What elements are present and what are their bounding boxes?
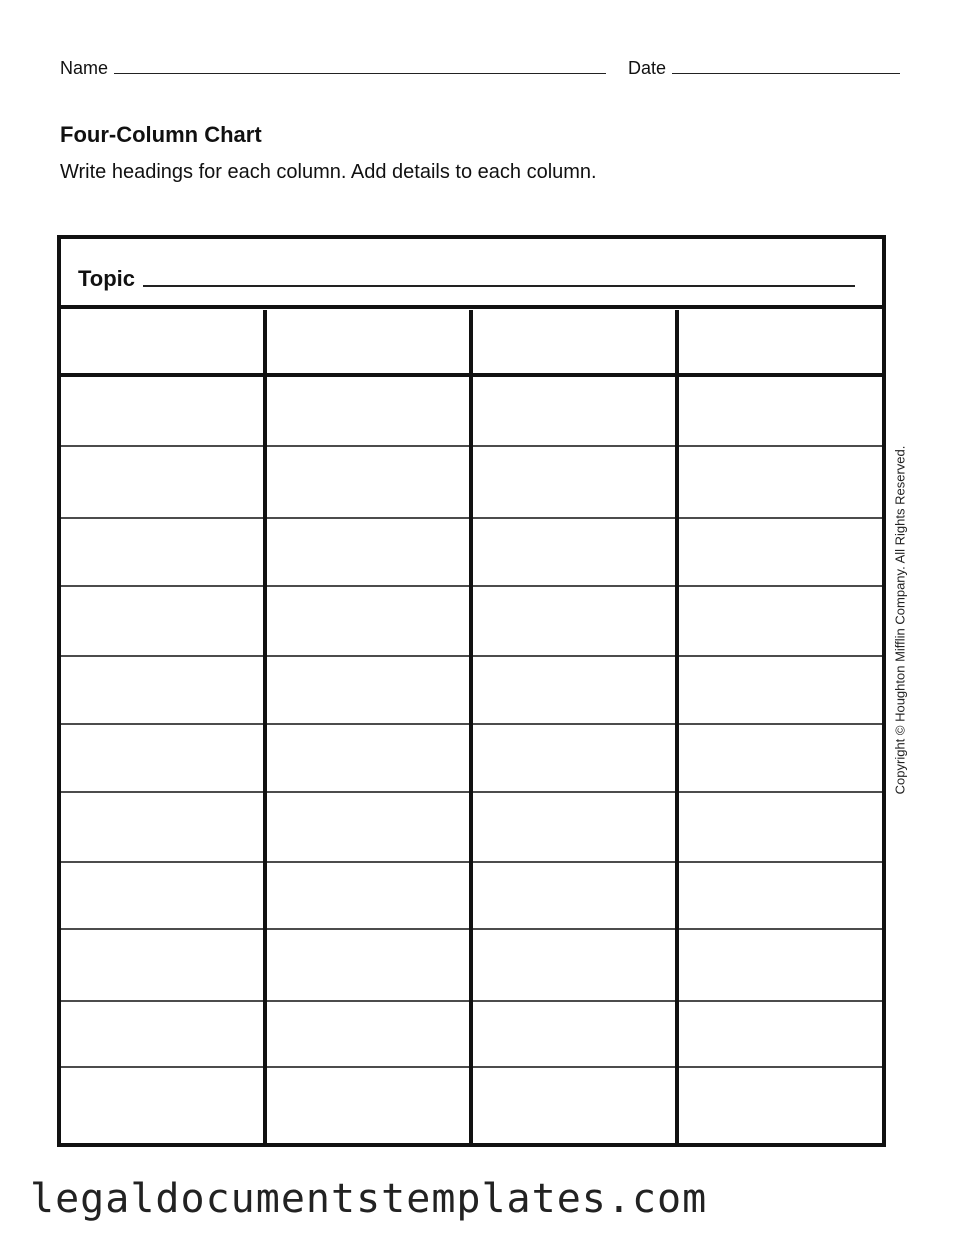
detail-cell[interactable] (680, 589, 881, 653)
detail-cell[interactable] (680, 378, 881, 443)
watermark-text: legaldocumentstemplates.com (30, 1176, 708, 1222)
detail-cell[interactable] (680, 932, 881, 998)
topic-line[interactable] (143, 285, 855, 287)
detail-cell[interactable] (680, 795, 881, 859)
instructions-text: Write headings for each column. Add details to each column. (60, 161, 597, 183)
detail-cell[interactable] (474, 1004, 674, 1064)
detail-cell[interactable] (474, 589, 674, 653)
detail-cell[interactable] (268, 449, 468, 515)
detail-cell[interactable] (474, 378, 674, 443)
detail-cell[interactable] (474, 932, 674, 998)
detail-cell[interactable] (680, 1004, 881, 1064)
detail-cell[interactable] (62, 1070, 262, 1142)
detail-cell[interactable] (680, 449, 881, 515)
detail-cell[interactable] (62, 659, 262, 721)
detail-cell[interactable] (268, 727, 468, 789)
detail-cell[interactable] (680, 659, 881, 721)
detail-cell[interactable] (680, 727, 881, 789)
detail-cell[interactable] (62, 932, 262, 998)
detail-cell[interactable] (268, 795, 468, 859)
detail-cell[interactable] (62, 378, 262, 443)
detail-cell[interactable] (62, 521, 262, 583)
topic-label: Topic (78, 266, 136, 291)
detail-cell[interactable] (268, 932, 468, 998)
detail-cell[interactable] (680, 1070, 881, 1142)
detail-cell[interactable] (62, 1004, 262, 1064)
date-label: Date (628, 58, 667, 78)
detail-cell[interactable] (680, 865, 881, 926)
detail-cell[interactable] (268, 378, 468, 443)
detail-cell[interactable] (268, 865, 468, 926)
detail-cell[interactable] (62, 727, 262, 789)
column-heading-cell[interactable] (680, 310, 881, 372)
column-heading-cell[interactable] (268, 310, 468, 372)
detail-cell[interactable] (268, 521, 468, 583)
column-heading-cell[interactable] (474, 310, 674, 372)
detail-cell[interactable] (474, 1070, 674, 1142)
page-title: Four-Column Chart (60, 122, 262, 147)
detail-cell[interactable] (268, 1004, 468, 1064)
detail-cell[interactable] (474, 449, 674, 515)
detail-cell[interactable] (474, 865, 674, 926)
detail-cell[interactable] (680, 521, 881, 583)
detail-cell[interactable] (268, 659, 468, 721)
copyright-notice: Copyright © Houghton Mifflin Company. All Rights Reserved. (892, 445, 908, 795)
detail-cell[interactable] (62, 589, 262, 653)
detail-cell[interactable] (268, 1070, 468, 1142)
detail-cell[interactable] (474, 795, 674, 859)
detail-cell[interactable] (474, 727, 674, 789)
column-heading-cell[interactable] (62, 310, 262, 372)
detail-cell[interactable] (474, 521, 674, 583)
detail-cell[interactable] (62, 449, 262, 515)
detail-cell[interactable] (62, 795, 262, 859)
detail-cell[interactable] (268, 589, 468, 653)
detail-cell[interactable] (62, 865, 262, 926)
detail-cell[interactable] (474, 659, 674, 721)
name-label: Name (60, 58, 109, 78)
